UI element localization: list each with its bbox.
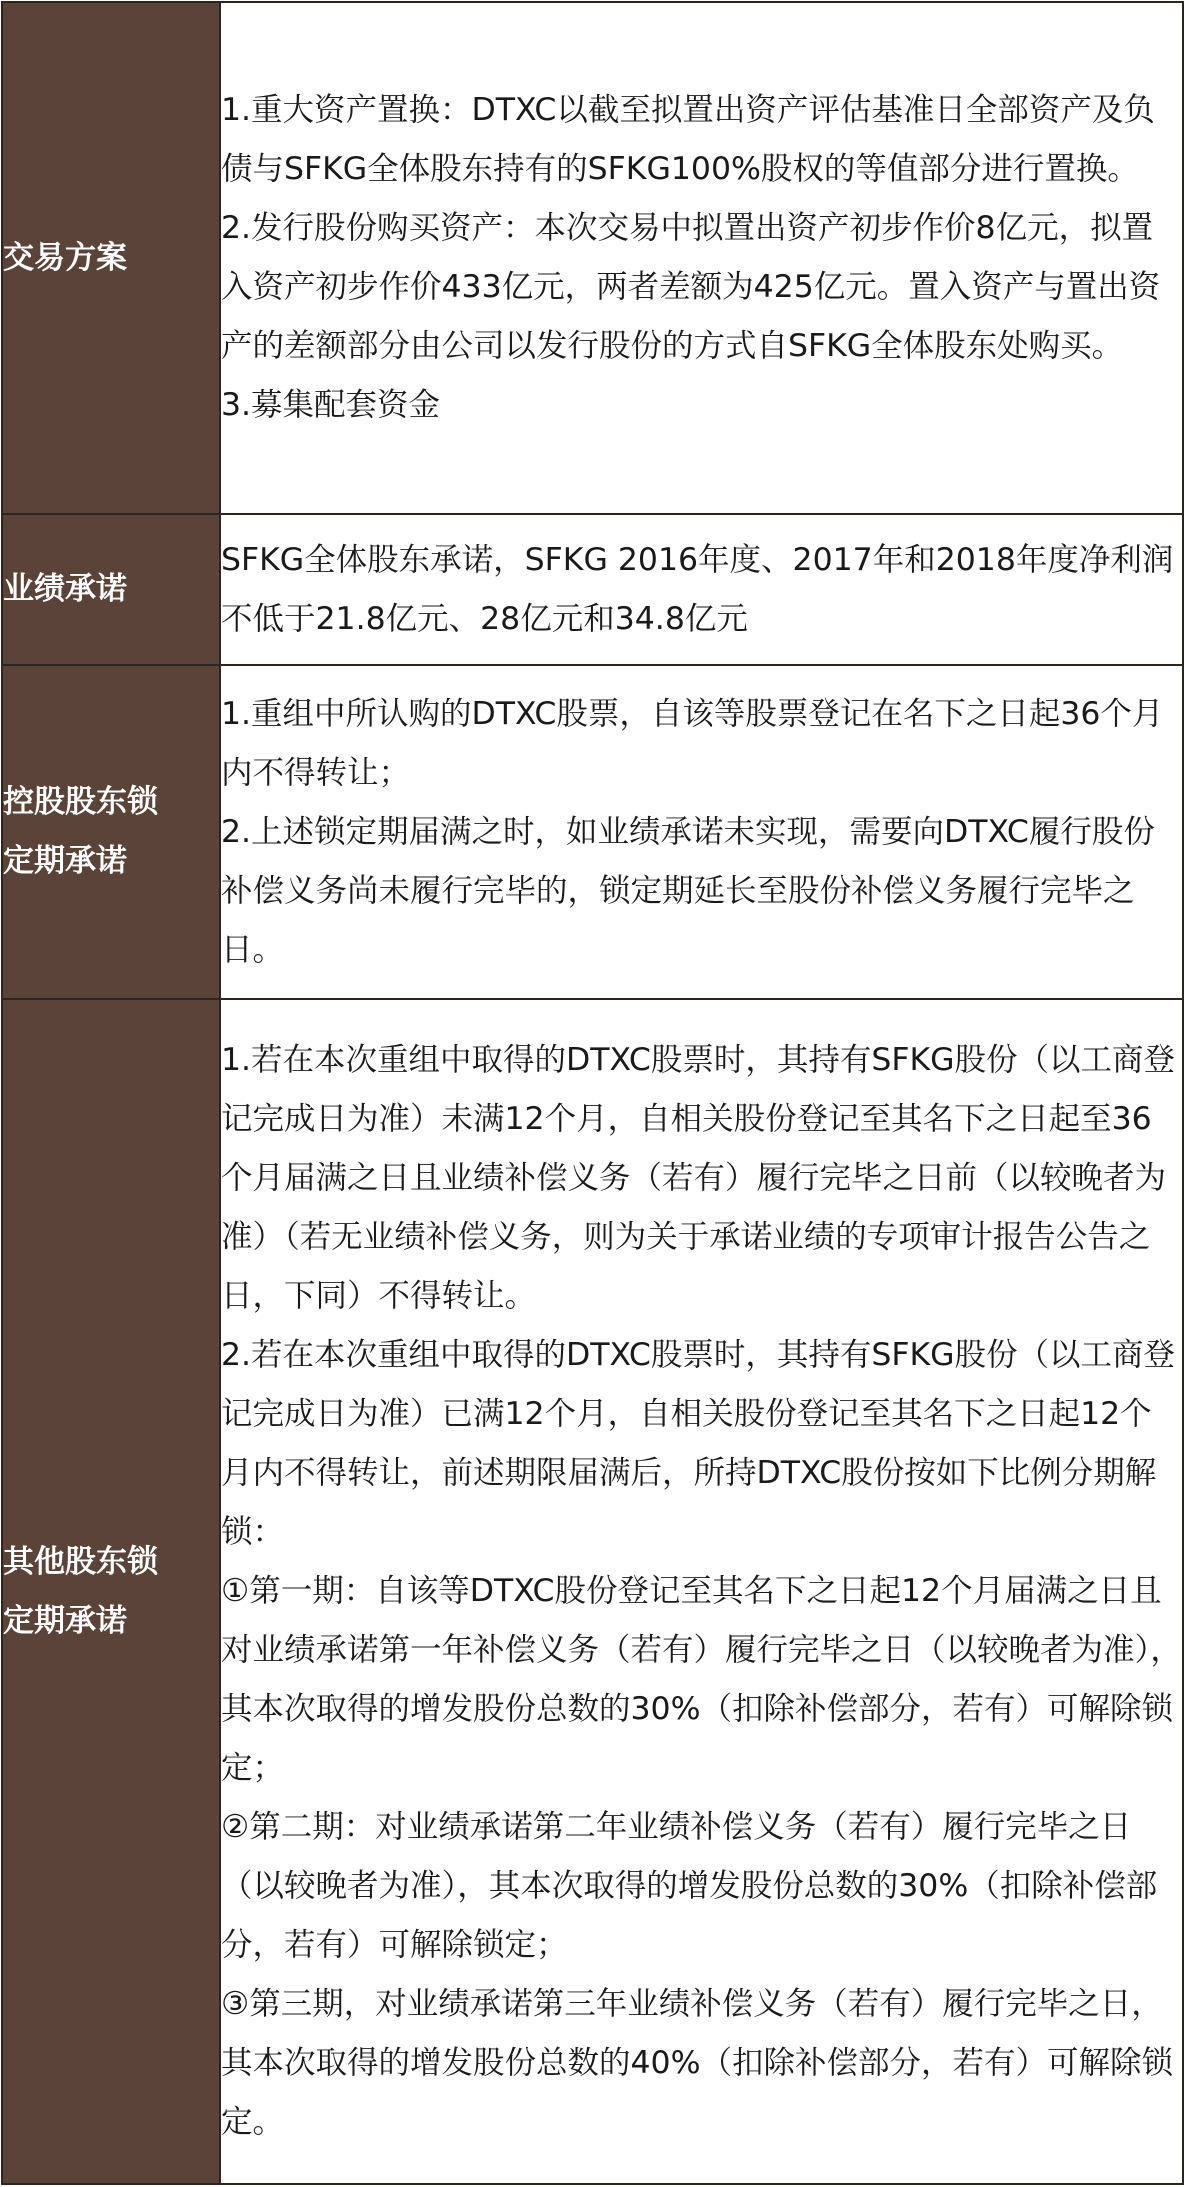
- row-content-cell: [220, 999, 1183, 2184]
- content-paragraph: ③第三期，对业绩承诺第三年业绩补偿义务（若有）履行完毕之日，其本次取得的增发股份总数的40%（扣除补偿部分，若有）可解除锁定。: [221, 1986, 1174, 2140]
- row-label: 控股股东锁定期承诺: [3, 784, 158, 879]
- row-label-cell: [2, 514, 220, 665]
- content-paragraph: 2.发行股份购买资产：本次交易中拟置出资产初步作价8亿元，拟置入资产初步作价433亿元，两者差额为425亿元。置入资产与置出资产的差额部分由公司以发行股份的方式自SFKG全体股东处购买。: [221, 210, 1161, 364]
- table-row-controlling-shareholder-lockup: [2, 665, 1183, 999]
- row-label-cell: [2, 665, 220, 999]
- row-label-cell: [2, 999, 220, 2184]
- content-paragraph: 3.募集配套资金: [221, 387, 441, 423]
- content-paragraph: 1.重组中所认购的DTXC股票，自该等股票登记在名下之日起36个月内不得转让；: [221, 695, 1164, 791]
- content-paragraph: ②第二期：对业绩承诺第二年业绩补偿义务（若有）履行完毕之日（以较晚者为准），其本次取得的增发股份总数的30%（扣除补偿部分，若有）可解除锁定；: [221, 1809, 1158, 1963]
- table-row-other-shareholder-lockup: [2, 999, 1183, 2184]
- row-label: 其他股东锁定期承诺: [3, 1543, 158, 1639]
- row-label-cell: [2, 2, 220, 514]
- table-row-performance-commitment: [2, 514, 1183, 665]
- row-content-cell: [220, 514, 1183, 665]
- content-paragraph: 1.若在本次重组中取得的DTXC股票时，其持有SFKG股份（以工商登记完成日为准）未满12个月，自相关股份登记至其名下之日起至36个月届满之日且业绩补偿义务（若有）履行完毕之日前（以较晚者为准）（若无业绩补偿义务，则为关于承诺业绩的专项审计报告公告之日，下同）不得转让。: [221, 1042, 1176, 1314]
- table-row-transaction-plan: [2, 2, 1183, 514]
- row-content-cell: [220, 665, 1183, 999]
- row-content-cell: [220, 2, 1183, 514]
- row-label: 业绩承诺: [3, 571, 127, 607]
- row-label: 交易方案: [3, 239, 127, 276]
- content-paragraph: 2.若在本次重组中取得的DTXC股票时，其持有SFKG股份（以工商登记完成日为准）已满12个月，自相关股份登记至其名下之日起12个月内不得转让，前述期限届满后，所持DTXC股份按如下比例分期解锁：: [221, 1337, 1176, 1550]
- terms-table: [1, 1, 1184, 2185]
- content-paragraph: 2.上述锁定期届满之时，如业绩承诺未实现，需要向DTXC履行股份补偿义务尚未履行完毕的，锁定期延长至股份补偿义务履行完毕之日。: [221, 813, 1155, 968]
- content-paragraph: SFKG全体股东承诺，SFKG 2016年度、2017年和2018年度净利润不低于21.8亿元、28亿元和34.8亿元: [221, 541, 1174, 637]
- content-paragraph: ①第一期：自该等DTXC股份登记至其名下之日起12个月届满之日且对业绩承诺第一年补偿义务（若有）履行完毕之日（以较晚者为准），其本次取得的增发股份总数的30%（扣除补偿部分，若有）可解除锁定；: [221, 1573, 1182, 1786]
- content-paragraph: 1.重大资产置换：DTXC以截至拟置出资产评估基准日全部资产及负债与SFKG全体股东持有的SFKG100%股权的等值部分进行置换。: [221, 92, 1155, 187]
